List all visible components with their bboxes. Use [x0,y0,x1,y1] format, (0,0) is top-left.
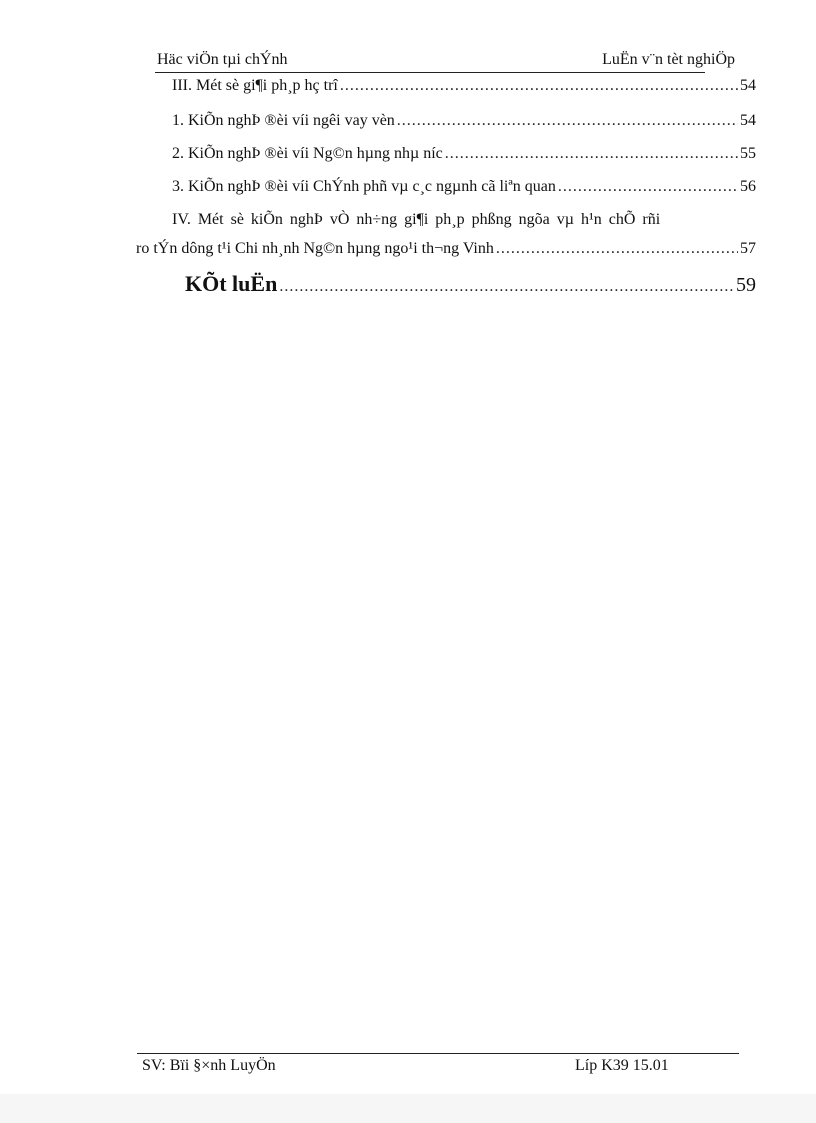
toc-entry-page: 54 [740,77,756,94]
toc-entry-label: 1. KiÕn nghÞ ®èi víi ngêi vay vèn [172,112,395,129]
toc-entry [172,76,756,96]
toc-entry-label: 2. KiÕn nghÞ ®èi víi Ng©n hµng nhµ níc [172,145,443,162]
page-footer [137,1056,739,1078]
footer-divider [137,1053,739,1054]
page-bottom-margin [0,1094,816,1123]
header-institution: Häc viÖn tµi chÝnh [157,51,288,68]
footer-class: Líp K39 15.01 [575,1057,669,1074]
toc-entry-page: 57 [740,240,756,257]
toc-entry-iv-line1: IV. Mét sè kiÕn nghÞ vÒ nh÷ng gi¶i ph¸p phßng ngõa vµ h¹n chÕ rñi [172,211,661,228]
header-document-type: LuËn v¨n tèt nghiÖp [602,51,735,68]
toc-entry-label: ro tÝn dông t¹i Chi nh¸nh Ng©n hµng ngo¹i th¬ng Vinh [136,240,494,257]
toc-conclusion [185,271,756,297]
toc-entry-label: III. Mét sè gi¶i ph¸p hç trî [172,77,338,94]
toc-entry [172,144,756,164]
toc-leader-dots [496,239,738,259]
toc-leader-dots [397,111,738,131]
toc-leader-dots [279,277,734,297]
toc-leader-dots [340,76,738,96]
toc-entry-label: 3. KiÕn nghÞ ®èi víi ChÝnh phñ vµ c¸c ngµnh cã liªn quan [172,178,556,195]
toc-leader-dots [558,177,738,197]
toc-conclusion-page: 59 [736,274,756,296]
toc-entry [136,239,756,259]
toc-entry [172,111,756,131]
toc-entry-page: 56 [740,178,756,195]
toc-entry-page: 55 [740,145,756,162]
page-header [155,50,735,73]
toc-conclusion-label: KÕt luËn [185,271,278,296]
footer-student: SV: Bïi §×nh LuyÖn [142,1057,276,1074]
toc-entry [172,177,756,197]
toc-leader-dots [445,144,738,164]
toc-entry-page: 54 [740,112,756,129]
